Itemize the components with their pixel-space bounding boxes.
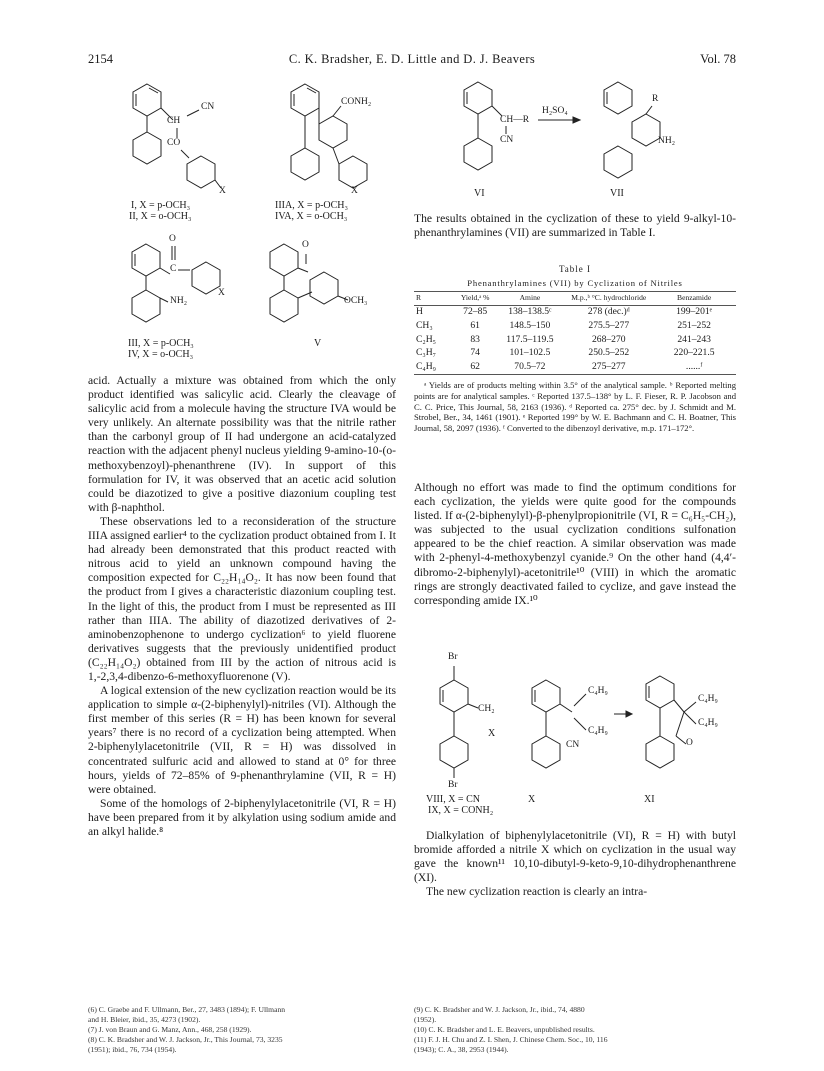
table-cell: 74: [470, 347, 480, 359]
scheme-vi-vii: [440, 72, 710, 202]
atom-ch2: CH₂: [478, 704, 495, 714]
atom-co: CO: [167, 138, 181, 148]
table-cell: 138–138.5ᶜ: [508, 306, 552, 318]
atom-cn: CN: [500, 135, 514, 145]
table-row: [414, 333, 736, 347]
column-header: Amine: [494, 292, 565, 306]
atom-x: X: [351, 186, 358, 196]
table-cell: 199–201ᵉ: [676, 306, 713, 318]
atom-o: O: [302, 240, 309, 250]
paragraph: Some of the homologs of 2-biphenylylacetonitrile (VI, R = H) have been prepared from it by alkylation using sodium amide and an alkyl halide.⁸: [88, 796, 396, 838]
table-cell: 275.5–277: [588, 319, 630, 331]
atom-o: O: [686, 738, 693, 748]
atom-x: X: [218, 288, 225, 298]
structure-label: VI: [474, 188, 485, 199]
atom-ch-r: CH—R: [500, 115, 530, 125]
data-table: [414, 291, 736, 375]
paragraph: The new cyclization reaction is clearly an intra-: [426, 885, 648, 899]
atom-nh2: NH₂: [658, 136, 676, 146]
structure-label: X: [488, 728, 496, 739]
column-header: M.p.,ᵇ °C. hydrochloride: [565, 292, 652, 306]
table-cell: 148.5–150: [509, 319, 551, 331]
footnote-line: (9) C. K. Bradsher and W. J. Jackson, Jr., ibid., 74, 4880: [414, 1005, 585, 1014]
column-header: R: [414, 292, 456, 306]
table-notes-text: ᵃ Yields are of products melting within 3.5° of the analytical sample. ᵇ Reported melting points are for analytical samples. ᶜ Reported 137.5–138° by L. F. Fieser, R. P. Jacobson and C. C. Price, This Journal, 58, 2163 (1936). ᵈ Reported ca. 275° dec. by J. Schmidt and M. Strobel, Ber., 34, 1461 (1901). ᵉ Reported 199° by W. E. Bachmann and C. H. Boatner, This Journal, 58, 2097 (1936). ᶠ Converted to the dibenzoyl derivative, m.p. 171–172°.: [414, 380, 736, 433]
atom-x: X: [219, 186, 226, 196]
table-cell: C₄H₉: [414, 361, 456, 375]
structure-v: [258, 232, 388, 367]
author-line: C. K. Bradsher, E. D. Little and D. J. Beavers: [288, 52, 536, 66]
right-closing-text: [414, 829, 736, 899]
table-cell: 70.5–72: [494, 361, 565, 375]
footnote-line: (1952).: [414, 1015, 437, 1024]
table-cell: 101–102.5: [509, 347, 551, 359]
atom-conh2: CONH₂: [341, 97, 372, 107]
column-header: Benzamide: [652, 292, 736, 306]
table-cell: 268–270: [591, 333, 626, 345]
page-number: 2154: [88, 52, 113, 66]
footnotes-left: [88, 1005, 396, 1055]
structure-label: II, X = o-OCH₃: [129, 211, 192, 222]
structure-label: XI: [644, 794, 655, 805]
atom-c4h9: C₄H₉: [698, 694, 718, 704]
atom-br-bottom: Br: [448, 780, 458, 790]
atom-cn: CN: [201, 102, 215, 112]
scheme-viii-xi: [414, 640, 736, 825]
paragraph: Dialkylation of biphenylylacetonitrile (VI), R = H) with butyl bromide afforded a nitrile X which on cyclization in the usual way gave the known¹¹ 10,10-dibutyl-9-keto-9,10-dihydrophenanthrene (XI).: [414, 829, 736, 885]
atom-br-top: Br: [448, 652, 458, 662]
structure-label: VIII, X = CN: [426, 794, 480, 805]
structure-i-ii: [125, 76, 235, 226]
table-row: [414, 319, 736, 333]
table-cell: C₃H₇: [416, 347, 437, 359]
paragraph: Although no effort was made to find the optimum conditions for each cyclization, the yields were quite good for the compounds listed. If α-(2-biphenylyl)-β-phenylpropionitrile (VI, R = C₆H₅-CH₂), was subjected to the usual cyclization conditions sulfonation appeared to be the chief reaction. A similar observation was made with 2-phenyl-4-methoxybenzyl cyanide.⁹ On the other hand (4,4′-dibromo-2-biphenylyl)-acetonitrile¹⁰ (VIII) in which the aromatic rings are strongly deactivated failed to cyclize, and gave instead the corresponding amide IX.¹⁰: [414, 481, 736, 607]
left-column-text: [88, 374, 396, 839]
structure-iiia-iva: [275, 76, 385, 226]
right-intro-text: [414, 212, 736, 240]
table-footnotes: [414, 380, 736, 433]
table-cell: 278 (dec.)ᵈ: [587, 306, 630, 318]
table-cell: ......ᶠ: [652, 361, 736, 375]
reagent-h2so4: H₂SO₄: [542, 106, 568, 116]
paragraph: These observations led to a reconsideration of the structure IIIA assigned earlier⁴ to the cyclization product obtained from I. It had already been demonstrated that this product reacted with nitrous acid to yield an unknown compound having the composition expected for C₂₂H₁₄O₂. It has now been found that the product from I gives a characteristic diazonium coupling test. In the light of this, the product from I must be represented as III rather than IIIA. The ability of diazotized derivatives of 2-aminobenzophenone to undergo cyclization⁶ to yield fluorene derivatives suggests that the previously unidentified product (C₂₂H₁₄O₂) obtained from III by the action of nitrous acid is 1,-2,3,4-dibenzo-6-methoxyfluorenone (V).: [88, 514, 396, 683]
running-header: [88, 52, 736, 68]
footnote-line: (1943); C. A., 38, 2953 (1944).: [414, 1045, 509, 1054]
atom-c4h9: C₄H₉: [588, 686, 608, 696]
structure-label: X: [528, 794, 536, 805]
structure-label: IV, X = o-OCH₃: [128, 349, 194, 360]
atom-c4h9: C₄H₉: [698, 718, 718, 728]
atom-ch: CH: [167, 116, 181, 126]
structure-label: VII: [610, 188, 624, 199]
volume-number: Vol. 78: [700, 52, 736, 66]
table-cell: 72–85: [463, 306, 488, 318]
structure-label: I, X = p-OCH₃: [131, 200, 191, 211]
table-cell: 220–221.5: [673, 347, 715, 359]
atom-r: R: [652, 94, 659, 104]
footnote-line: (1951); ibid., 76, 734 (1954).: [88, 1045, 177, 1054]
atom-c: C: [170, 264, 177, 274]
footnotes-right: [414, 1005, 736, 1055]
table-cell: H: [416, 306, 423, 318]
footnote-line: (8) C. K. Bradsher and W. J. Jackson, Jr., This Journal, 73, 3235: [88, 1035, 283, 1044]
table-title: Table I: [558, 264, 592, 274]
structure-label: V: [314, 338, 322, 349]
right-middle-text: [414, 481, 736, 608]
table-i: [414, 264, 736, 433]
table-row: [414, 347, 736, 361]
footnote-line: (11) F. J. H. Chu and Z. I. Shen, J. Chinese Chem. Soc., 10, 116: [414, 1035, 608, 1044]
column-header: Yield,ᵃ %: [456, 292, 495, 306]
table-cell: 251–252: [677, 319, 711, 331]
table-caption: Phenanthrylamines (VII) by Cyclization of Nitriles: [467, 278, 683, 288]
atom-o: O: [169, 234, 176, 244]
structure-label: III, X = p-OCH₃: [128, 338, 194, 349]
paragraph: acid. Actually a mixture was obtained from which the only product identified was salicylic acid. Clearly the cleavage of salicylic acid from a molecule having the structure IVA would be very unlikely. An alternate possibility was that the nitrile rather than the carbonyl group of II had undergone an acid-catalyzed reaction with the adjacent phenyl nucleus yielding 9-amino-10-(o-methoxybenzoyl)-phenanthrene (IV). In support of this formulation for IV, it was observed that an acetic acid solution could be diazotized to give a positive diazonium coupling test with β-naphthol.: [88, 374, 396, 514]
table-cell: 250.5–252: [588, 347, 630, 359]
table-cell: 241–243: [677, 333, 711, 345]
table-cell: 83: [470, 333, 480, 345]
atom-nh2: NH₂: [170, 296, 188, 306]
paragraph: A logical extension of the new cyclization reaction would be its application to simple α-(2-biphenylyl)-nitriles (VI). Although the first member of this series (R = H) has been known for several years⁷ there is no record of a cyclization being attempted. When 2-biphenylylacetonitrile (VII, R = H) was dissolved in concentrated sulfuric acid and allowed to stand at 0° for three hours, yields of 72–85% of 9-phenanthrylamine (VII, R = H) were obtained.: [88, 684, 396, 796]
structure-v-drawing: [258, 232, 388, 367]
atom-c4h9: C₄H₉: [588, 726, 608, 736]
table-header-row: [414, 292, 736, 306]
table-cell: 62: [456, 361, 495, 375]
paragraph: The results obtained in the cyclization of these to yield 9-alkyl-10-phenanthrylamines (VII) are summarized in Table I.: [414, 212, 736, 240]
atom-och3: OCH₃: [344, 296, 368, 306]
table-cell: C₂H₅: [416, 333, 437, 345]
footnote-line: (7) J. von Braun and G. Manz, Ann., 468, 258 (1929).: [88, 1025, 252, 1034]
table-row: [414, 361, 736, 375]
atom-cn: CN: [566, 740, 580, 750]
structure-label: IX, X = CONH₂: [428, 805, 494, 816]
structure-iii-iv: [120, 232, 250, 367]
footnote-line: (10) C. K. Bradsher and L. E. Beavers, unpublished results.: [414, 1025, 595, 1034]
table-cell: 61: [470, 319, 480, 331]
table-row: [414, 305, 736, 319]
table-cell: 275–277: [565, 361, 652, 375]
table-cell: CH₃: [416, 319, 433, 331]
structure-label: IIIA, X = p-OCH₃: [275, 200, 349, 211]
table-cell: 117.5–119.5: [506, 333, 554, 345]
footnote-line: (6) C. Graebe and F. Ullmann, Ber., 27, 3483 (1894); F. Ullmann: [88, 1005, 286, 1014]
structure-label: IVA, X = o-OCH₃: [275, 211, 348, 222]
footnote-line: and H. Bleier, ibid., 35, 4273 (1902).: [88, 1015, 201, 1024]
